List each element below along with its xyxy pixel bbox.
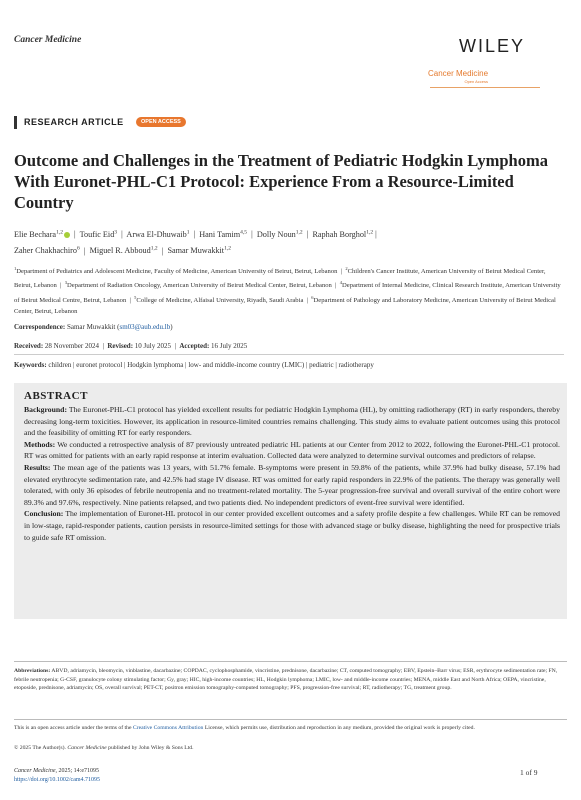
divider (14, 661, 567, 662)
article-type: RESEARCH ARTICLE (24, 117, 124, 127)
author[interactable]: Hani Tamim$^{4,5}$ (199, 229, 248, 239)
keywords: Keywords: children | euronet protocol | Hodgkin lymphoma | low- and middle-income country (LMIC) | pediatric | radiotherapy (14, 361, 374, 369)
journal-logo (428, 69, 488, 84)
author-list: Elie Bechara$^{1,2}$ | Toufic Eid$^3$ | Arwa El-Dhuwaib$^1$ | Hani Tamim$^{4,5}$ | Dolly Noun$^{1,2}$ | Raphah Borghol$^{1,2}$ | Zaher Chakhachiro$^6$ | Miguel R. Abboud$^{1,2}$ | Samar Muwakkit$^{1,2}$ (14, 229, 377, 256)
article-dates: Received: 28 November 2024 | Revised: 10 July 2025 | Accepted: 16 July 2025 (14, 342, 248, 350)
author[interactable]: Zaher Chakhachiro$^6$ (14, 245, 80, 256)
author[interactable]: Raphah Borghol$^{1,2}$ (312, 229, 374, 239)
abstract-body (24, 404, 560, 543)
author[interactable]: Miguel R. Abboud$^{1,2}$ (89, 245, 158, 256)
footer-citation: Cancer Medicine, 2025; 14:e71095 (14, 768, 99, 774)
correspondence: Correspondence: Samar Muwakkit (sm03@aub.edu.lb) (14, 323, 173, 331)
divider (14, 719, 567, 720)
copyright: © 2025 The Author(s). Cancer Medicine published by John Wiley & Sons Ltd. (14, 745, 194, 751)
journal-logo-sub: Open Access (464, 79, 489, 84)
logo-divider (430, 87, 540, 88)
author[interactable]: Toufic Eid$^3$ (79, 229, 118, 239)
open-access-badge[interactable]: OPEN ACCESS (136, 117, 186, 127)
journal-logo-text: Cancer Medicine (428, 69, 489, 78)
abstract-background: Background: The Euronet-PHL-C1 protocol has yielded excellent results for pediatric Hodgkin Lymphoma (HL), by omitting radiotherapy (RT) in early responders, thereby decreasing long-term toxicities. However, its application in resource-limited countries remains challenging. This study aims to evaluate patient outcomes using this protocol and the feasibility of omitting RT for early responders. (24, 405, 560, 438)
author[interactable]: Samar Muwakkit$^{1,2}$ (167, 245, 231, 256)
author[interactable]: Elie Bechara$^{1,2}$ (14, 230, 70, 239)
author[interactable]: Dolly Noun$^{1,2}$ (256, 229, 303, 239)
abbreviations: Abbreviations: ABVD, adriamycin, bleomycin, vinblastine, dacarbazine; COPDAC, cyclophosphamide, vincristine, prednisone, dacarbazine; CT, computed tomography; EBV, Epstein–Barr virus; ESR, erythrocyte sedimentation rate; FN, febrile neutropenia; G-CSF, granulocyte colony stimulating factor; Gy, gray; HIC, high-income countries; HL, Hodgkin lymphoma; LMIC, low- and middle-income countries; MENA, middle East and North Africa; OEPA, vincristine, etoposide, prednisone, adriamycin; OS, overall survival; PET-CT, positron emission tomography-computed tomography; PFS, progression-free survival; RT, radiotherapy; TG, treatment group. (14, 668, 558, 691)
doi-link[interactable]: https://doi.org/10.1002/cam4.71095 (14, 777, 101, 783)
abstract-heading: ABSTRACT (24, 390, 88, 402)
abstract-conclusion: Conclusion: The implementation of Euronet-HL protocol in our center provided excellent outcomes and a safety profile despite a few challenges. While RT can be removed in low-stage, rapid-responder patients, caution persists in resource-limited settings for those with advanced stage or bulky disease, highlighting the need for prospective trials to guide safe RT omission. (24, 509, 560, 542)
page-number: 1 of 9 (520, 768, 538, 777)
publisher-logo: WILEY (459, 36, 526, 56)
abstract-methods: Methods: We conducted a retrospective analysis of 87 previously untreated pediatric HL patients at our Center from 2012 to 2022, following the Euronet-PHL-C1 protocol. RT was omitted for patients with an early rapid response at interim evaluation. Collected data were analyzed to determine survival outcomes and predictors of relapse. (24, 439, 560, 461)
divider (14, 354, 564, 355)
orcid-icon[interactable] (64, 232, 70, 238)
section-marker (14, 116, 17, 129)
license-text: This is an open access article under the terms of the Creative Commons Attribution License, which permits use, distribution and reproduction in any medium, provided the original work is properly cited. (14, 725, 475, 731)
author[interactable]: Arwa El-Dhuwaib$^1$ (126, 229, 190, 239)
journal-name: Cancer Medicine (14, 35, 82, 45)
article-title: Outcome and Challenges in the Treatment of Pediatric Hodgkin Lymphoma With Euronet-PHL-C1 Protocol: Experience From a Resource-Limited Country (14, 151, 548, 212)
license-link[interactable]: Creative Commons Attribution (132, 725, 204, 731)
affiliations: $^1$Department of Pediatrics and Adolescent Medicine, Faculty of Medicine, American University of Beirut, Beirut, Lebanon | $^2$Children's Cancer Institute, American University of Beirut Medical Center, Beirut, Lebanon | $^3$Department of Radiation Oncology, American University of Beirut Medical Center, Beirut, Lebanon | $^4$Department of Internal Medicine, Clinical Research Institute, American University of Beirut Medical Centre, Beirut, Lebanon | $^5$College of Medicine, Alfaisal University, Riyadh, Saudi Arabia | $^6$Department of Pathology and Laboratory Medicine, American University of Beirut Medical Center, Beirut, Lebanon (14, 266, 561, 316)
abstract-results: Results: The mean age of the patients was 13 years, with 51.7% female. B-symptoms were present in 59.8% of the patients, while 37.9% had bulky disease, 57.1% had elevated erythrocyte sedimentation rate, and 42.5% had stage IV disease. RT was omitted for early rapid responders in 22.9% of the patients. The therapy was generally well tolerated, with only 36 episodes of febrile neutropenia and no treatment-related mortality. The 5-year progression-free survival and overall survival of the entire cohort were 89.3% and 97.6%, respectively. Nine patients relapsed, and two patients died. No independent predictors of event-free survival were identified. (24, 462, 560, 507)
correspondence-email[interactable]: sm03@aub.edu.lb (119, 323, 171, 331)
